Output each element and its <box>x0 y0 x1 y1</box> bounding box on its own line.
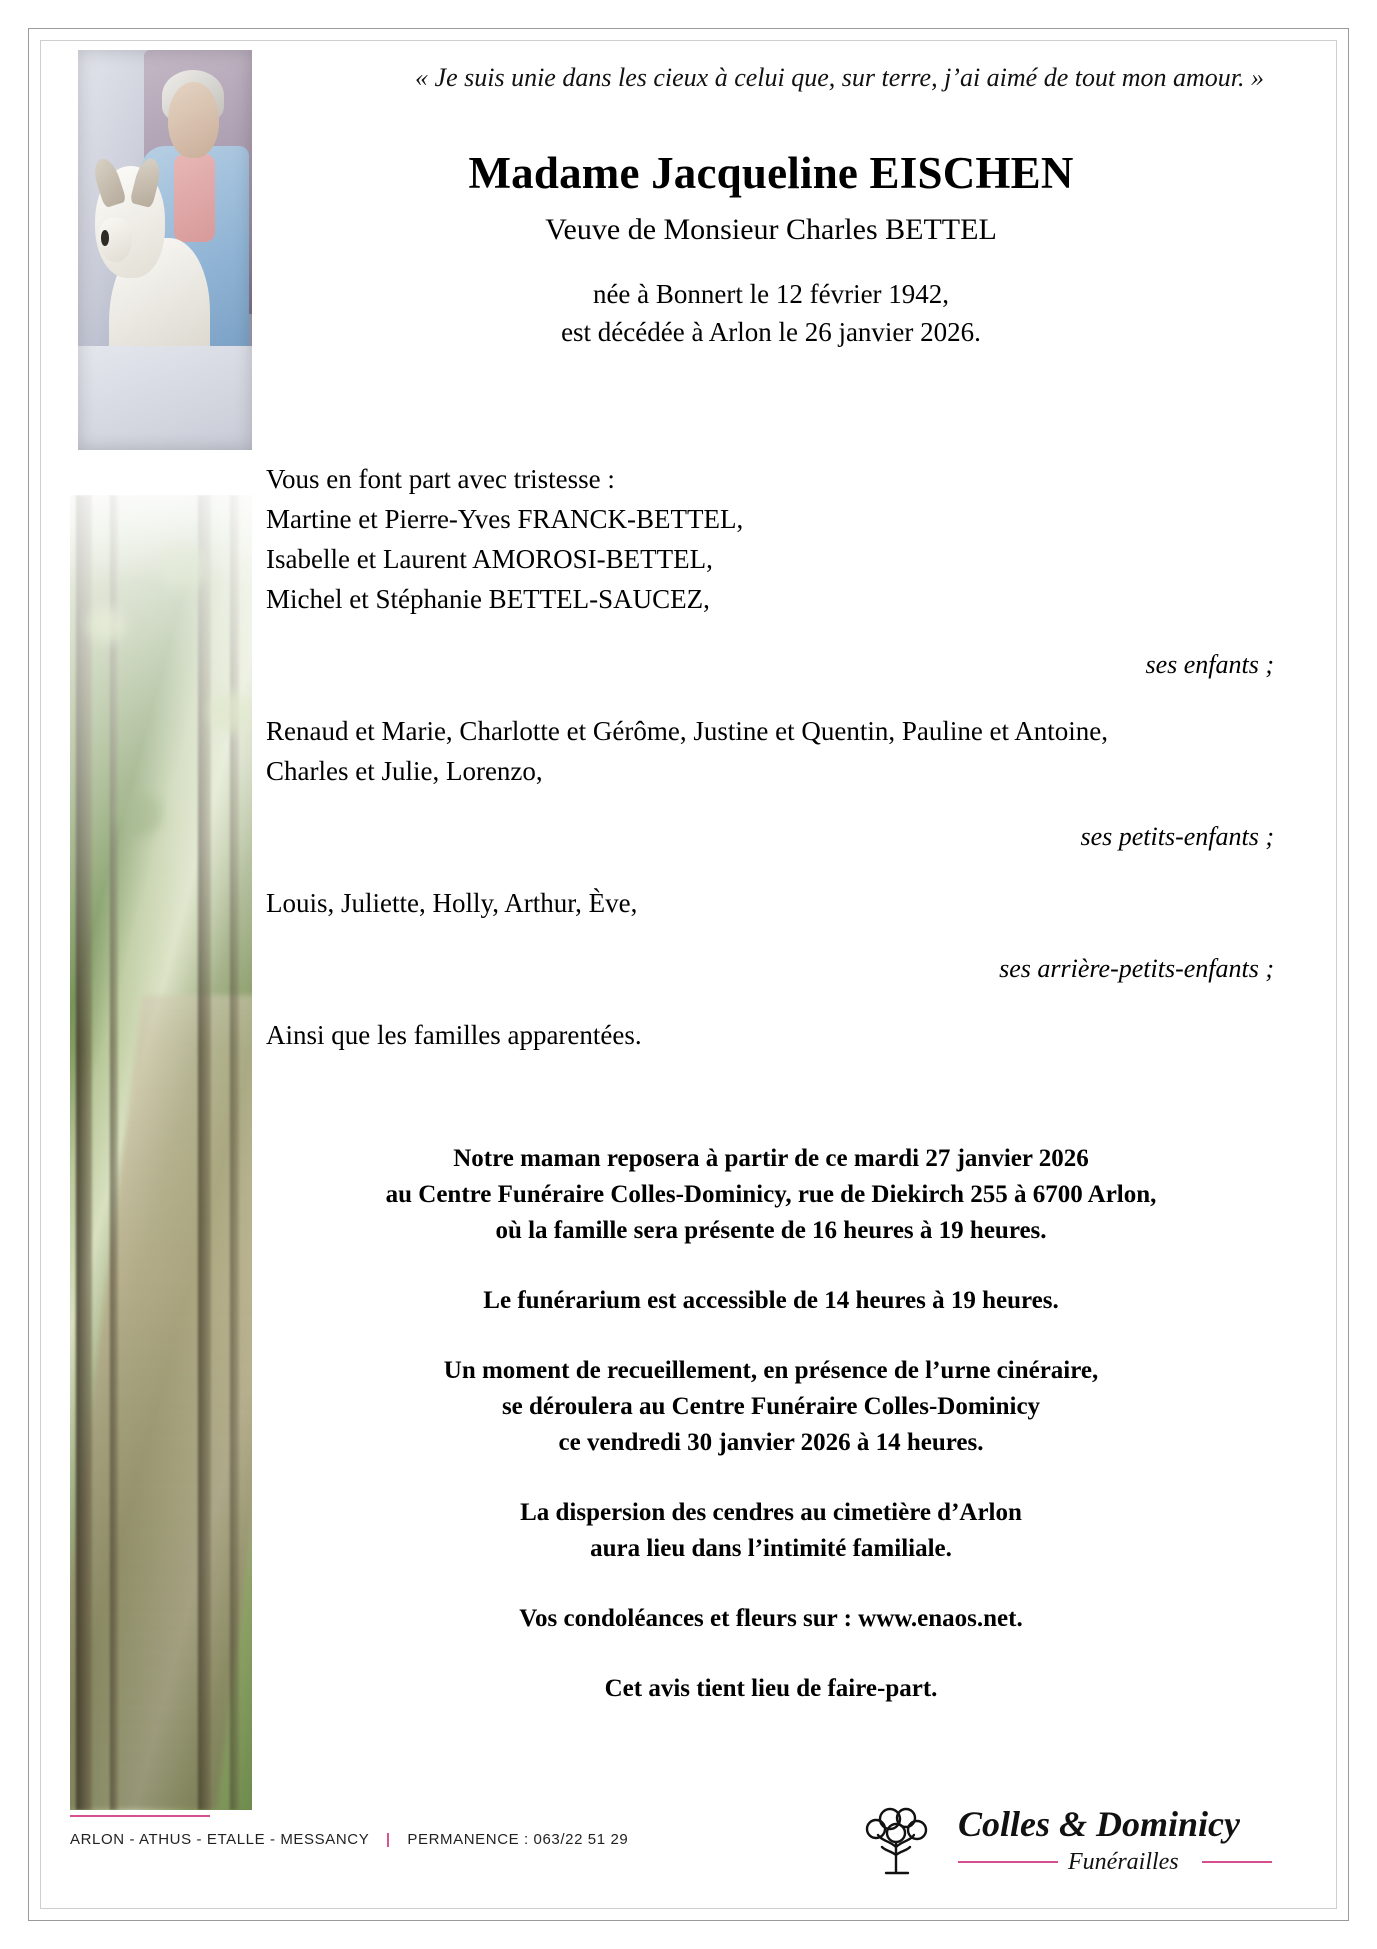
brand-rule-right <box>1202 1861 1272 1863</box>
condolences-line[interactable]: Vos condoléances et fleurs sur : www.enaos.net. <box>519 1605 1023 1632</box>
footer-permanence: PERMANENCE : 063/22 51 29 <box>407 1831 629 1848</box>
funerarium-block <box>262 1283 1280 1319</box>
repose-line: où la famille sera présente de 16 heures à 19 heures. <box>495 1217 1047 1244</box>
family-section <box>262 459 1280 1055</box>
ceremony-section <box>262 1141 1280 1707</box>
grandchild-line: Renaud et Marie, Charlotte et Gérôme, Justine et Quentin, Pauline et Antoine, <box>266 716 1109 746</box>
related-families-line: Ainsi que les familles apparentées. <box>266 1020 642 1050</box>
footer <box>70 1804 1280 1907</box>
repose-block <box>262 1141 1280 1249</box>
great-grandchildren-role: ses arrière-petits-enfants ; <box>999 954 1274 983</box>
children-role: ses enfants ; <box>1145 650 1274 679</box>
footer-cities: ARLON - ATHUS - ETALLE - MESSANCY <box>70 1831 370 1848</box>
repose-line: Notre maman reposera à partir de ce mardi 27 janvier 2026 <box>453 1145 1089 1172</box>
portrait-photo <box>78 50 252 450</box>
recueillement-line: Un moment de recueillement, en présence de l’urne cinéraire, <box>443 1357 1099 1384</box>
notice-content <box>262 50 1280 1707</box>
light-haze <box>70 495 252 1047</box>
death-line: est décédée à Arlon le 26 janvier 2026. <box>561 317 981 347</box>
company-logo <box>850 1799 1280 1895</box>
photo-vignette <box>78 50 252 450</box>
birth-line: née à Bonnert le 12 février 1942, <box>592 279 950 309</box>
memorial-quote: « Je suis unie dans les cieux à celui que, sur terre, j’ai aimé de tout mon amour. » <box>415 63 1264 92</box>
family-intro: Vous en font part avec tristesse : <box>266 464 615 494</box>
deceased-dates <box>262 275 1280 351</box>
dispersion-line: La dispersion des cendres au cimetière d’Arlon <box>520 1499 1022 1526</box>
grandchildren-role: ses petits-enfants ; <box>1080 822 1274 851</box>
funerarium-line: Le funérarium est accessible de 14 heures à 19 heures. <box>483 1287 1059 1314</box>
brand-subtitle: Funérailles <box>1068 1849 1179 1875</box>
tree-icon <box>856 1803 936 1877</box>
repose-line: au Centre Funéraire Colles-Dominicy, rue de Diekirch 255 à 6700 Arlon, <box>385 1181 1157 1208</box>
child-line: Isabelle et Laurent AMOROSI-BETTEL, <box>266 544 713 574</box>
recueillement-line: se déroulera au Centre Funéraire Colles-Dominicy <box>501 1393 1041 1420</box>
footer-accent-rule <box>70 1815 210 1817</box>
brand-name: Colles & Dominicy <box>958 1804 1240 1844</box>
child-line: Martine et Pierre-Yves FRANCK-BETTEL, <box>266 504 744 534</box>
footer-agency-info <box>70 1831 628 1848</box>
notice-line: Cet avis tient lieu de faire-part. <box>604 1675 938 1702</box>
notice-block <box>262 1671 1280 1707</box>
footer-separator: | <box>385 1831 391 1848</box>
deceased-spouse: Veuve de Monsieur Charles BETTEL <box>545 213 997 246</box>
recueillement-block <box>262 1353 1280 1461</box>
dispersion-line: aura lieu dans l’intimité familiale. <box>590 1535 952 1562</box>
forest-path-photo <box>70 495 252 1810</box>
photo-column <box>70 50 252 1810</box>
brand-rule-left <box>958 1861 1058 1863</box>
recueillement-line: ce vendredi 30 janvier 2026 à 14 heures. <box>558 1429 984 1456</box>
deceased-name: Madame Jacqueline EISCHEN <box>468 148 1074 198</box>
child-line: Michel et Stéphanie BETTEL-SAUCEZ, <box>266 584 710 614</box>
condolences-block <box>262 1601 1280 1637</box>
dispersion-block <box>262 1495 1280 1567</box>
grandchild-line: Charles et Julie, Lorenzo, <box>266 756 543 786</box>
great-grandchild-line: Louis, Juliette, Holly, Arthur, Ève, <box>266 888 638 918</box>
